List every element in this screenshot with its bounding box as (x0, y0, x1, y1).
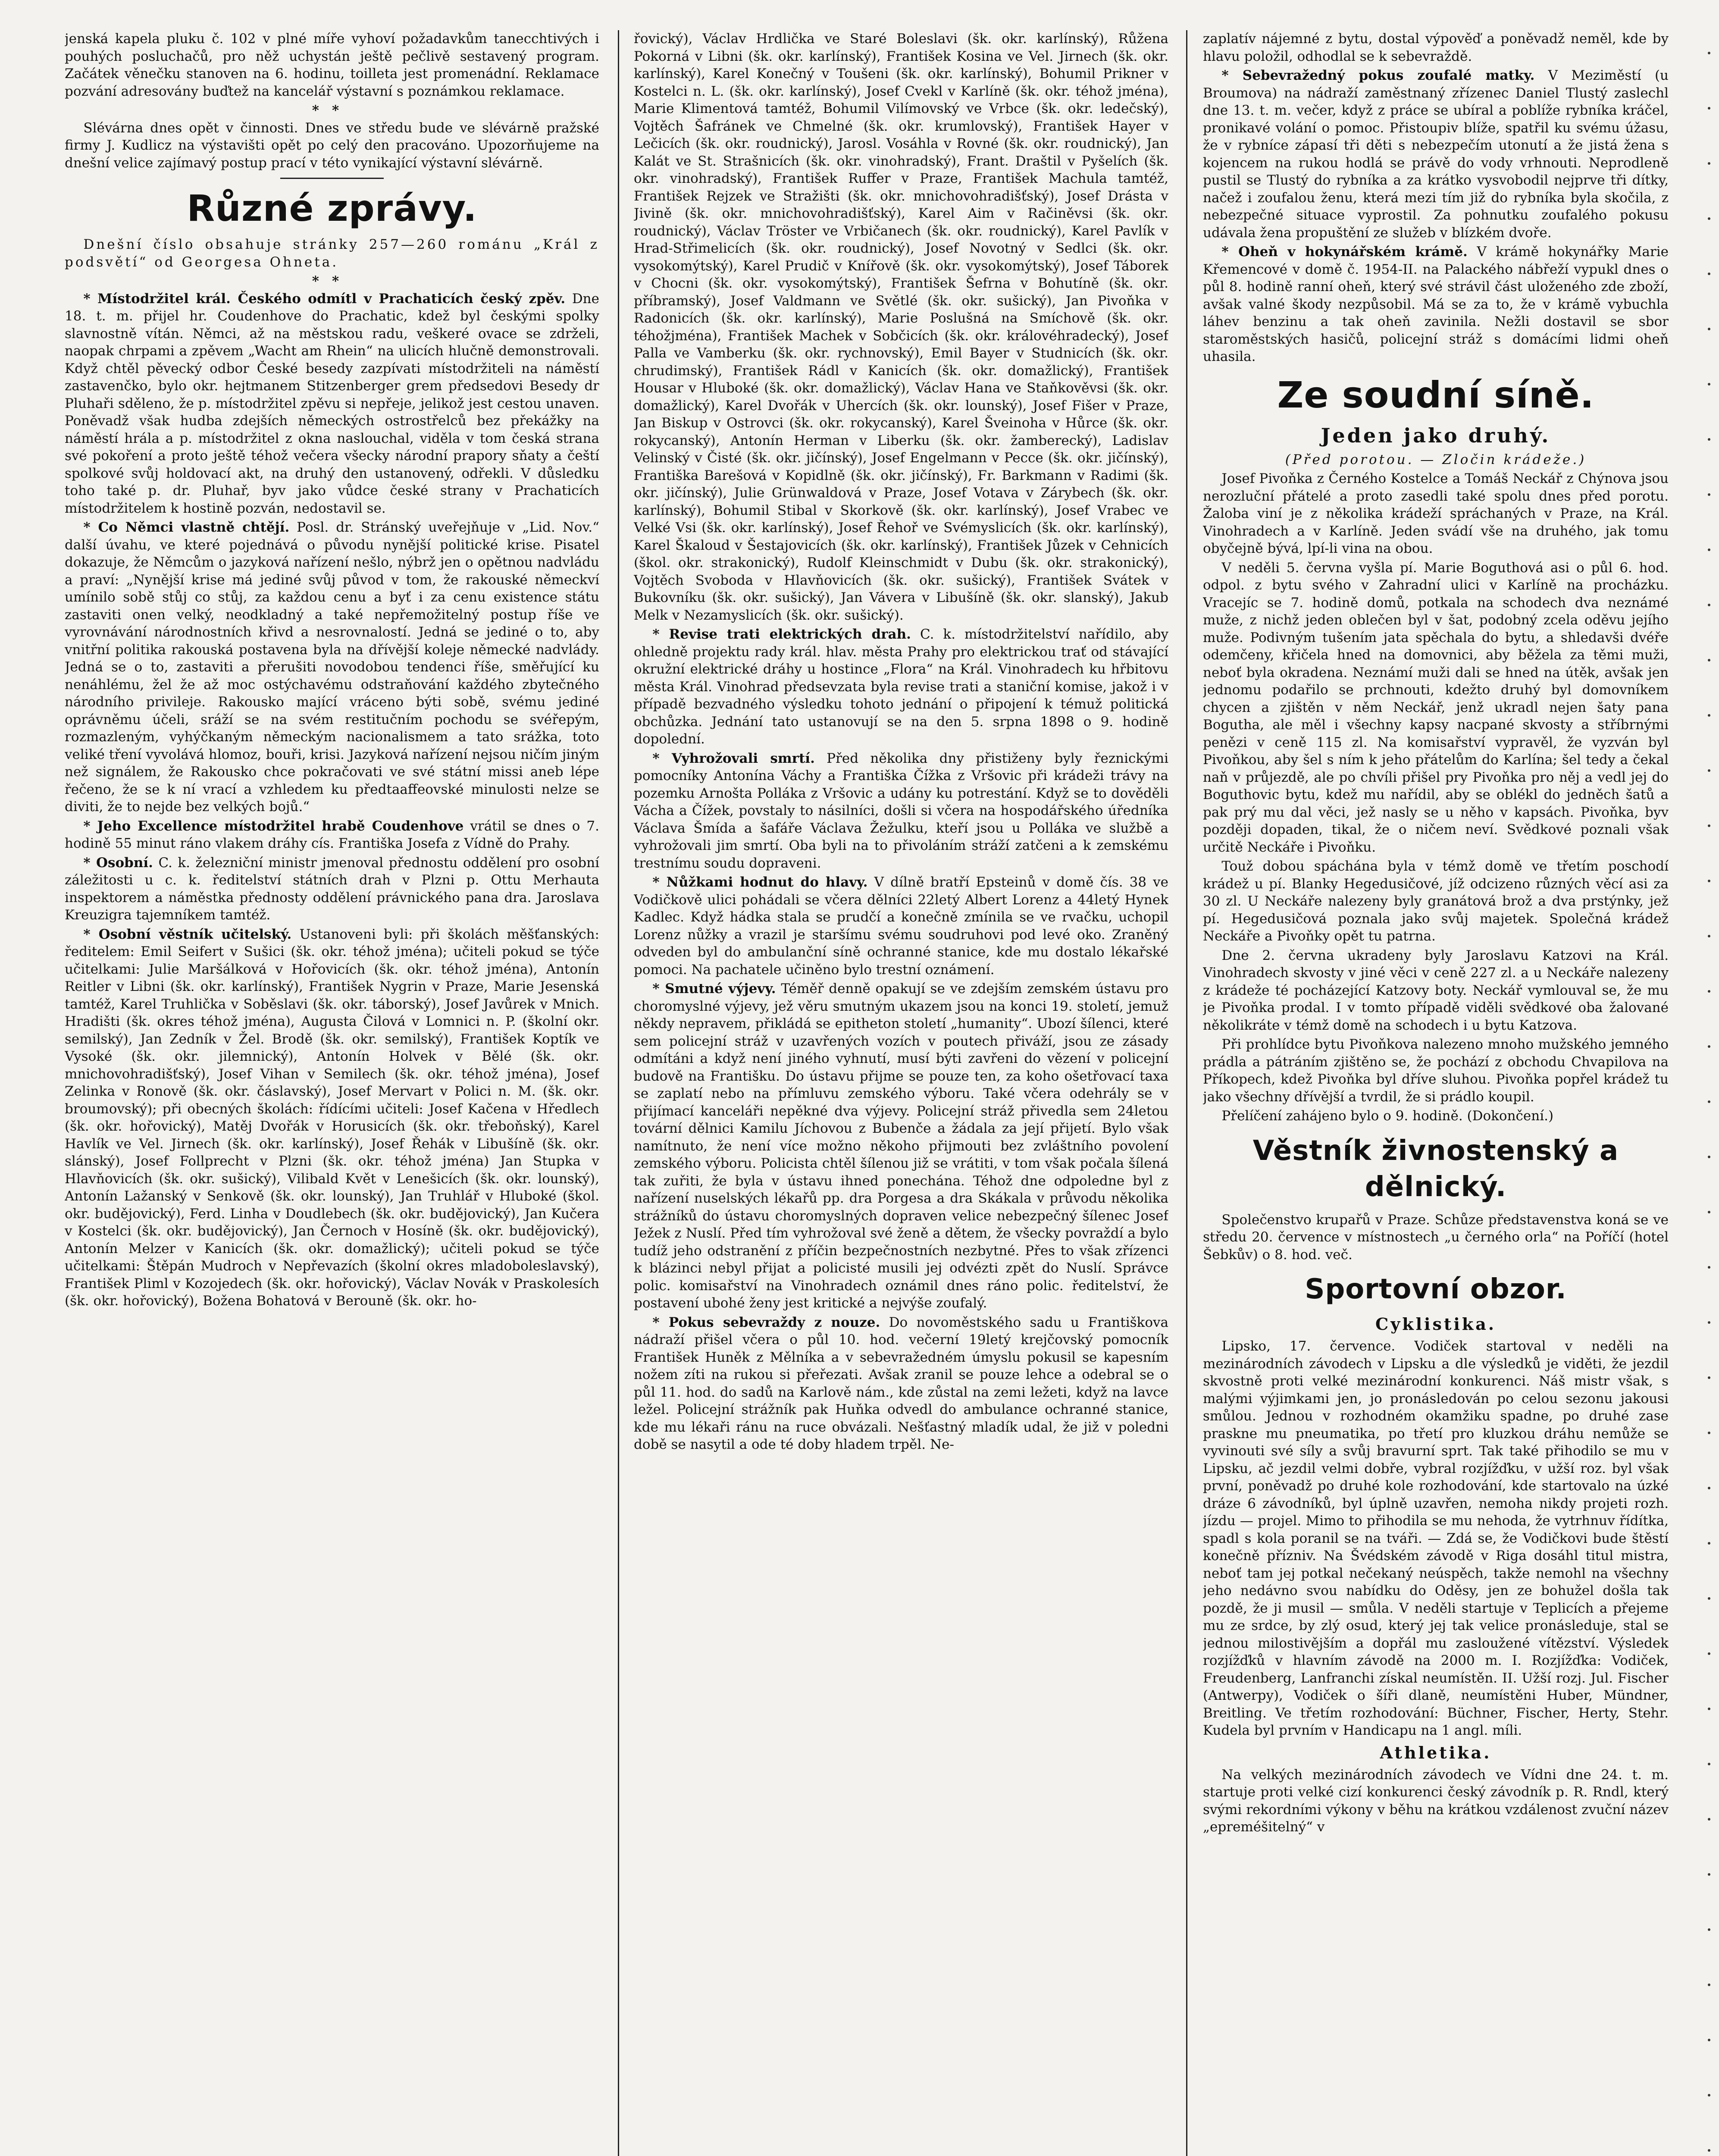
article-osobni (65, 854, 599, 924)
margin-dot (1708, 107, 1710, 110)
margin-dot (1708, 493, 1710, 496)
margin-dot (1708, 1708, 1710, 1710)
column-divider (618, 30, 619, 2156)
article-headline: * Osobní věstník učitelský. (83, 926, 292, 942)
newspaper-page (65, 30, 1669, 2156)
margin-dot (1708, 990, 1710, 993)
margin-dot (1708, 52, 1710, 54)
section-title-sportovni-obzor: Sportovní obzor. (1305, 1273, 1567, 1305)
margin-dot (1708, 273, 1710, 275)
article-body: vrátil se dnes o 7. hodině 55 minut ráno vlakem dráhy cís. Františka Josefa z Vídně do Prahy. (65, 818, 599, 851)
article-vestnik-ucitelsky (65, 926, 599, 1310)
article-headline: * Co Němci vlastně chtějí. (83, 520, 290, 535)
margin-dot (1708, 714, 1710, 717)
margin-dot (1708, 604, 1710, 606)
separator-stars: ** (312, 103, 352, 118)
article-headline: * Vyhrožovali smrtí. (652, 750, 815, 766)
column-left (65, 30, 599, 2156)
margin-dot (1708, 1156, 1710, 1158)
margin-dot (1708, 659, 1710, 661)
article-headline: * Smutné výjevy. (652, 981, 776, 997)
article-continuation: jenská kapela pluku č. 102 v plné míře vyhoví požadavkům tanecchtivých i pouhých posluchačů, pro něž uchystán ještě pečlivě sestavený program. Začátek věnečku stanoven na 6. hodinu, toilleta jest promenádní. Reklamace pozvání adresovány buďtež na kancelář výstavní s poznámkou reklamace. (65, 31, 599, 99)
margin-dot (1708, 2039, 1710, 2041)
article-body: V Meziměstí (u Broumova) na nádraží zaměstnaný zřízenec Daniel Tlustý zaslechl dne 13. t. m. večer, když z práce se ubíral a poblíže rybníka kráčel, pronikavé volání o pomoc. Přistoupiv blíže, spatřil ku svému úžasu, že v rybníce zápasí tři děti s nebezpečím utonutí a že jistá žena s kojencem na rukou hodlá se právě do vody vrhnouti. Neprodleně pustil se Tlustý do rybníka a za krátko vysvobodil nejprve tři dítky, načež i zoufalou ženu, která mezi tím již do rybníka byla skočila, z nebezpečné situace vyprostil. Za pohnutku zoufalého pokusu udávala žena propuštění ze služeb v blízkém dvoře. (1203, 68, 1669, 241)
article-headline: * Osobní. (83, 855, 153, 871)
margin-dot (1708, 1432, 1710, 1434)
article-vyhrozovali (634, 750, 1168, 872)
article-body: Před několika dny přistiženy byly řeznickými pomocníky Antonína Váchy a Františka Čížka z Vršovic při krádeži trávy na pozemku Arnošta Polláka z Vršovic a udány ku potrestání. Když se to dověděli Vácha a Čížek, povstaly to násilníci, došli si včera na hospodářského úředníka Václava Šmída a šafáře Václava Žežulku, kteří jsou u Polláka ve službě a vyhrožovali jim smrtí. Oba byli na to přivoláním stráží zatčeni a k zemskému trestnímu soudu dopraveni. (634, 750, 1168, 871)
article-body: C. k. místodržitelství nařídilo, aby ohledně projektu rady král. hlav. města Prahy pro elektrickou trať od stávající okružní elektrické dráhy u hostince „Flora“ na Král. Vinohradech ku hřbitovu města Král. Vinohrad předsevzata byla revise trati a staniční komise, jakož i v případě bezvadného výsledku tohoto jednání o připojení k témuž politická obchůzka. Jednání tato ustanovují se na den 5. srpna 1898 o 9. hodině dopolední. (634, 627, 1168, 747)
article-headline: * Místodržitel král. Českého odmítl v Prachaticích český zpěv. (83, 291, 566, 307)
article-continuation: řovický), Václav Hrdlička ve Staré Boleslavi (šk. okr. karlínský), Růžena Pokorná v Libni (šk. okr. karlínský), František Kosina ve Vel. Jirnech (šk. okr. karlínský), Karel Konečný v Toušeni (šk. okr. karlínský), Bohumil Prikner v Kostelci n. L. (šk. okr. karlínský), Josef Cvekl v Karlíně (šk. okr. téhož jména), Marie Klimentová tamtéž, Bohumil Vilímovský ve Vrbce (šk. okr. ledečský), Vojtěch Šafránek ve Chmelné (šk. okr. krumlovský), František Hayer v Lečicích (šk. okr. roudnický), Jarosl. Vosáhla v Rovné (šk. okr. roudnický), Jan Kalát ve St. Strašnicích (šk. okr. vinohradský), Frant. Draštil v Pyšelích (šk. okr. vinohradský), František Ruffer v Praze, František Machula tamtéž, František Rejzek ve Stražišti (šk. okr. mnichovohradišťský), Josef Drásta v Jivině (šk. okr. mnichovohradišťský), Karel Aim v Račiněvsi (šk. okr. roudnický), Václav Tröster ve Vrbičanech (šk. okr. roudnický), Karel Pavlík v Hrad-Střimelicích (šk. okr. roudnický), Josef Novotný v Sedlci (šk. okr. vysokomýtský), Karel Prudič v Knířově (šk. okr. vysokomýtský), Josef Táborek v Chocni (šk. okr. vysokomýtský), František Šefrna v Bohutíně (šk. okr. příbramský), Josef Valdmann ve Světlé (šk. okr. sušický), Jan Pivoňka v Radonicích (šk. okr. karlínský), Marie Poslušná na Smíchově (šk. okr. téhožjména), František Machek v Sobčicích (šk. okr. královéhradecký), Josef Palla ve Vamberku (šk. okr. rychnovský), Emil Bayer v Studnicích (šk. okr. chrudimský), František Rádl v Kanicích (šk. okr. domažlický), František Housar v Hluboké (šk. okr. domažlický), Václav Hana ve Staňkověvsi (šk. okr. domažlický), Karel Dvořák v Uhercích (šk. okr. lounský), Josef Fišer v Praze, Jan Biskup v Ostrovci (šk. okr. rokycanský), Karel Šveinoha v Hůrce (šk. okr. rokycanský), Antonín Herman v Liberku (šk. okr. žamberecký), Ladislav Velinský v Čisté (šk. okr. jičínský), Josef Engelmann v Pecce (šk. okr. jičínský), Františka Barešová v Kopidlně (šk. okr. jičínský), Fr. Barkmann v Radimi (šk. okr. jičínský), Julie Grünwaldová v Praze, Josef Votava v Zárybech (šk. okr. karlínský), Bohumil Stibal v Skorkově (šk. okr. karlínský), Josef Vrabec ve Velké Vsi (šk. okr. karlínský), Josef Řehoř ve Svémyslicích (šk. okr. karlínský), Karel Škaloud v Šestajovicích (šk. okr. karlínský), František Jůzek v Cehnicích (škol. okr. strakonický), Rudolf Kleinschmidt v Dubu (šk. okr. strakonický), Vojtěch Svoboda v Hlavňovicích (šk. okr. sušický), František Svátek v Bukovníku (šk. okr. sušický), Jan Vávera v Libušíně (šk. okr. slanský), Jakub Melk v Nezamyslicích (šk. okr. sušický). (634, 31, 1168, 623)
article-nuzkami (634, 874, 1168, 978)
margin-dot (1708, 1873, 1710, 1876)
section-title-soudni-sin: Ze soudní síně. (1277, 373, 1594, 416)
article-slevarna: Slévárna dnes opět v činnosti. Dnes ve středu bude ve slévárně pražské firmy J. Kudlicz na výstavišti opět po celý den pracováno. Upozorňujeme na dnešní velice zajímavý postup prací v této vynikající výstavní slévárně. (65, 120, 599, 171)
subsection-title: Jeden jako druhý. (1321, 423, 1551, 447)
article-body: C. k. železniční ministr jmenoval přednostu oddělení pro osobní záležitosti u c. k. ředitelství státních drah v Plzni p. Ottu Merhauta inspektorem a náměstka přednosty oddělení právnického pana dra. Jaroslava Kreuzigra tajemníkem tamtéž. (65, 855, 599, 923)
article-headline: * Nůžkami hodnut do hlavy. (652, 874, 868, 890)
margin-dot (1708, 1487, 1710, 1489)
subsection-note: (Před porotou. — Zločin krádeže.) (1285, 451, 1587, 467)
article-headline: * Revise trati elektrických drah. (652, 627, 911, 642)
court-paragraph: Přelíčení zahájeno bylo o 9. hodině. (Dokončení.) (1221, 1108, 1554, 1124)
article-co-nemci (65, 519, 599, 816)
margin-dot (1708, 1984, 1710, 1986)
article-zoufala-matka (1203, 67, 1669, 241)
margin-dot (1708, 824, 1710, 827)
article-body: Do novoměstského sadu u Františkova nádraží přišel včera o půl 10. hod. večerní 19letý krejčovský pomocník František Huněk z Mělníka a v sebevražedném úmyslu pokusil se kapesním nožem zíti na rukou si přeřezati. Avšak zranil se pouze lehce a odebral se o půl 11. hod. do sadů na Karlově nám., kde zůstal na zemi ležeti, když na lavce ležel. Policejní strážník pak Huňka odvedl do ambulance ochranné stanice, kde mu lékaři ránu na ruce obvázali. Nešťastný mladík udal, že již v poledni době se nasytil a ode té doby hladem trpěl. Ne- (634, 1314, 1168, 1452)
separator-stars: ** (312, 273, 352, 289)
article-body: Posl. dr. Stránský uveřejňuje v „Lid. Nov.“ další úvahu, ve které pojednává o původu nynější politické krise. Pisatel dokazuje, že Němcům o jazyková nařízení nešlo, nýbrž jen o opětnou nadvládu a praví: „Nynější krise má jediné svůj původ v tom, že rakouské německví umínilo sobě stůj co stůj, za každou cenu a byť i za cenu existence státu zastaviti onen velký, neodkladný a také nepřemožitelný postup říše ve vyrovnávání národnostních křivd a nesrovnalostí. Jedná se jediné o to, aby vnitřní politika rakouská postavena byla na dřívější koleje německé nadvlády. Jedná se o to, zastaviti a přerušiti novodobou tendenci říše, směřující ku nenáhlému, žel že až moc ostýchavému odstraňování každého zbytečného národního privileje. Rakousko mající vráceno býti sobě, svému jediné oprávněmu účeli, sráží se na svém restitučním pochodu se svéřepým, rozmazleným, vyhýčkaným německým nacionalismem a tato srážka, toto veliké tření vyvolává hlomoz, bouři, krisi. Jazyková nařízení nejsou ničím jiným než signálem, že Rakousko chce pokračovati ve své státní missi aneb lépe řečeno, že se k ní vrací a vzhledem ku předtaaffeovské minulosti nelze se diviti, že to nejde bez velkých bojů.“ (65, 520, 599, 815)
margin-dot (1708, 1763, 1710, 1765)
article-smutne-vyjevy (634, 980, 1168, 1312)
article-revise-trati (634, 626, 1168, 748)
margin-dot (1708, 548, 1710, 551)
margin-dot (1708, 1818, 1710, 1821)
article-mistodrzitel (65, 290, 599, 517)
novel-notice: Dnešní číslo obsahuje stránky 257—260 románu „Král z podsvětí“ od Georgesa Ohneta. (65, 237, 599, 270)
margin-dot (1708, 880, 1710, 882)
margin-dot (1708, 1597, 1710, 1600)
margin-dot (1708, 217, 1710, 220)
article-headline: * Jeho Excellence místodržitel hrabě Coudenhove (83, 818, 464, 834)
article-body: V dílně bratří Epsteinů v domě čís. 38 ve Vodičkově ulici pohádali se včera dělníci 22letý Albert Lorenz a 44letý Hynek Kadlec. Když hádka stala se prudčí a konečně zmínila se ve rvačku, uchopil Lorenz nůžky a vrazil je staršímu svému soudruhovi pod levé oko. Zraněný odveden byl do ambulanční síně ochranné stanice, kde mu dostalo lékařské pomoci. Na pachatele učiněno bylo trestní oznámení. (634, 874, 1168, 978)
article-headline: * Sebevražedný pokus zoufalé matky. (1221, 68, 1535, 83)
margin-dot (1708, 383, 1710, 385)
section-title-ruzne-zpravy: Různé zprávy. (187, 187, 477, 229)
vestnik-paragraph: Společenstvo krupařů v Praze. Schůze představenstva koná se ve středu 20. července v místnostech „u černého orla“ na Poříčí (hotel Šebkův) o 8. hod. več. (1203, 1212, 1669, 1263)
article-body: V krámě hokynářky Marie Křemencové v domě č. 1954-II. na Palackého nábřeží vypukl dnes o půl 8. hodině ranní oheň, který své strávil část uloženého zde zboží, avšak valné škody nezpůsobil. Má se za to, že v krámě vybuchla láhev benzinu a tak oheň zavinila. Nežli dostavil se sbor staroměstských hasičů, policejní stráž s domácími lidmi oheň uhasila. (1203, 244, 1669, 364)
margin-dot (1708, 769, 1710, 772)
separator-rule (280, 178, 384, 179)
article-coudenhove (65, 818, 599, 852)
court-paragraph: Při prohlídce bytu Pivoňkova nalezeno mnoho mužského jemného prádla a pátráním zjištěno se, že pochází z obchodu Chvapilova na Příkopech, kdež Pivoňka byl dříve sluhou. Pivoňka popřel krádež tu jako všechny dřívější a tvrdil, že si prádlo koupil. (1203, 1037, 1669, 1105)
margin-dot (1708, 328, 1710, 330)
sport-paragraph: Na velkých mezinárodních závodech ve Vídni dne 24. t. m. startuje proti velké cizí konkurenci český závodník p. R. Rndl, který svými rekordními výkony v běhu na krátkou vzdálenost zvuční název „epreméšitelný“ v (1203, 1767, 1669, 1835)
margin-dot (1708, 162, 1710, 165)
margin-dot (1708, 1321, 1710, 1324)
article-headline: * Oheň v hokynářském krámě. (1221, 244, 1468, 260)
subsection-athletika: Athletika. (1380, 1742, 1492, 1762)
margin-dot (1708, 1045, 1710, 1048)
margin-binding-dots (1707, 0, 1710, 2156)
column-middle (634, 30, 1168, 2156)
article-headline: * Pokus sebevraždy z nouze. (652, 1314, 880, 1330)
margin-dot (1708, 1652, 1710, 1655)
subsection-cyklistika: Cyklistika. (1375, 1314, 1497, 1334)
article-body: Ustanoveni byli: při školách měšťanských: ředitelem: Emil Seifert v Sušici (šk. okr. téhož jména); učiteli pokud se týče učitelkami: Julie Maršálková v Hořovicích (šk. okr. téhož jména), Antonín Reitler v Libni (šk. okr. karlínský), František Nygrin v Praze, Marie Jesenská tamtéž, Karel Truhlička v Soběslavi (šk. okr. táborský), Josef Javůrek v Mnich. Hradišti (šk. okres téhož jména), Augusta Čilová v Lomnici n. P. (školní okr. semilský), Jan Zedník v Žel. Brodě (šk. okr. semilský), František Koptík ve Vysoké (šk. okr. jilemnický), Antonín Holvek v Bělé (šk. okr. mnichovohradišťský), Josef Vihan v Semilech (šk. okr. téhož jména), Josef Zelinka v Ronově (šk. okr. čáslavský), Josef Mervart v Polici n. M. (šk. okr. broumovský); při obecných školách: řídícími učiteli: Josef Kačena v Hředlech (šk. okr. hořovický), Matěj Dvořák v Horusicích (šk. okr. třeboňský), Karel Havlík ve Vel. Jirnech (šk. okr. karlínský), Josef Řehák v Libušíně (šk. okr. slánský), Josef Follprecht v Plzni (šk. okr. téhož jména) Jan Stupka v Hlavňovicích (šk. okr. sušický), Vilibald Květ v Lenešicích (šk. okr. lounský), Antonín Lažanský v Senkově (šk. okr. lounský), Jan Truhlář v Hluboké (škol. okr. budějovický), Ferd. Linha v Doudlebech (šk. okr. budějovický), Jan Kučera v Kostelci (šk. okr. budějovický), Jan Černoch v Hosíně (šk. okr. budějovický), Antonín Melzer v Kanicích (šk. okr. domažlický); učiteli pokud se týče učitelkami: Štěpán Mudroch v Nepřevazích (školní okres mladoboleslavský), František Pliml v Kozojedech (šk. okr. hořovický), Václav Novák v Praskolesích (šk. okr. hořovický), Božena Bohatová v Berouně (šk. okr. ho- (65, 926, 599, 1309)
court-paragraph: Dne 2. června ukradeny byly Jaroslavu Katzovi na Král. Vinohradech skvosty v jiné věci v ceně 227 zl. a u Neckáře nalezeny z krádeže té pocházející Katzovy boty. Neckář vymlouval se, že mu je Pivoňka prodal. I v tomto případě viděli svědkové oba žalované několikráte v témž domě na schodech i u bytu Katzova. (1203, 947, 1669, 1033)
margin-dot (1708, 1376, 1710, 1379)
court-paragraph: V neděli 5. června vyšla pí. Marie Boguthová asi o půl 6. hod. odpol. z bytu svého v Zahradní ulici v Karlíně na procházku. Vracejíc se 7. hodině domů, potkala na schodech dva neznámé muže, z nichž jeden oblečen byl v šat, podobný zcela oděvu jejího muže. Podivným tušením jata spěchala do bytu, a shledavši dvéře odemčeny, křičela hned na domovnici, aby běžela za těmi muži, neboť byla okradena. Neznámí muži dali se hned na útěk, avšak jen jednomu podařilo se prchnouti, kdežto druhý byl domovníkem chycen a zjištěn v něm Neckář, jenž ukradl nejen šaty pana Boguthа, ale měl i všechny kapsy nacpané skvosty a stříbrnými penězi v ceně 115 zl. Na komisařství vypravěl, že vyzván byl Pivoňkou, aby šel s ním k jeho přátelům do Karlína; šel tedy a čekal naň v průjezdě, ale po chvíli přišel pry Pivoňka pro něj a vedl jej do Boguthovic bytu, kdež mu nařídil, aby se oblékl do jedněch šatů a pak prý mu dal věci, jež nasly se u něho v kapsách. Pivoňka, byv později dopaden, tikal, že o ničem neví. Svědkové poznali však určitě Neckáře i Pivoňku. (1203, 560, 1669, 855)
article-body: Téměř denně opakují se ve zdejším zemském ústavu pro choromyslné výjevy, jež věru smutným ukazem jsou na konci 19. století, jemuž někdy nepravem, přikládá se epitheton století „humanity“. Ubozí šílenci, které sem policejní stráž v uzavřených vozích v poutech přiváží, jsou ze zásady odmítáni a když není jiného vyhnutí, musí býti zavřeni do vězení v policejní budově na Františku. Do ústavu přijme se pouze ten, za koho ošetřovací taxa se zaplatí nebo na přímluvu zemského výboru. Také včera odehrály se v přijímací kanceláři nepěkné dva výjevy. Policejní stráž přivedla sem 24letou tovární dělnici Kamilu Jíchovou z Bubenče a žádala za její přijetí. Bylo však namítnuto, že není více možno někoho přijmouti bez zvláštního povolení zemského výboru. Policista chtěl šílenou již se vrátiti, v tom však počala šílená tak zuřiti, že byla v ústavu ihned ponechána. Téhož dne odpoledne byl z nařízení nuselských lékařů pp. dra Porgesa a dra Skákala v průvodu několika strážníků do ústavu choromyslných dopraven velice nebezpečný šílenec Josef Ježek z Nuslí. Před tím vyhrožoval své ženě a dětem, že všecky povraždí a bylo tudíž jeho odstranění z příčin bezpečnostních nezbytné. Přes to však zřízenci k blázinci nebyl přijat a policisté musili jej odvézti zpět do Nuslí. Správce polic. komisařství na Vinohradech oznámil dnes ráno polic. ředitelství, že postavení ubohé ženy jest kritické a nejvýše zoufalý. (634, 981, 1168, 1311)
article-ohen (1203, 243, 1669, 366)
article-body: Dne 18. t. m. přijel hr. Coudenhove do Prachatic, kdež byl českými spolky slavnostně vítán. Němci, až na městskou radu, veškeré ovace se zdrželi, naopak chrpami a zpěvem „Wacht am Rhein“ na ulicích hlučně demonstrovali. Když chtěl pěvecký odbor České besedy zazpívati místodržiteli na náměstí zastavenčko, bylo okr. hejtmanem Stitzenberger grem předsedovi Besedy dr Pluhaři sděleno, že p. místodržitel zpěvu si nepřeje, jelikož jest cestou unaven. Poněvadž však hudba zdejších německých ostrostřelců bez překážky na náměstí hrála a p. místodržitel z okna naslouchal, viděla v tom česká strana své pokoření a proto ještě téhož večera všecky národní prapory sňaty a čeští spolkové svůj holdovací akt, na druhý den ustanovený, odřekli. V důsledku toho také p. dr. Pluhař, byv jako vůdce české strany v Prachaticích místodržitelem k hostině pozván, nedostavil se. (65, 291, 599, 516)
margin-dot (1708, 1100, 1710, 1103)
margin-dot (1708, 1211, 1710, 1213)
margin-dot (1708, 1928, 1710, 1931)
margin-dot (1708, 2094, 1710, 2096)
section-title-vestnik: Věstník živnostenský a dělnický. (1252, 1134, 1619, 1203)
margin-dot (1708, 1542, 1710, 1545)
article-pokus-sebevrazdy (634, 1314, 1168, 1454)
margin-dot (1708, 1266, 1710, 1269)
margin-dot (1708, 438, 1710, 441)
sport-paragraph: Lipsko, 17. července. Vodiček startoval v neděli na mezinárodních závodech v Lipsku a dle výsledků je viděti, že jezdil skvostně proti velké mezinárodní konkurenci. Náš mistr však, s malými výjimkami jen, jo pronásledován po celou sezonu jakousi smůlou. Jednou v rozhodném okamžiku spadne, po druhé zase praskne mu pneumatika, po třetí pro kluzkou dráhu nemůže se vyvinouti své síly a svůj bravurní sprt. Tak také přihodilo se mu v Lipsku, ač jezdil velmi dobře, vybral rozjížďku, v užší roz. byl však první, poněvadž po druhé kole rozhodování, kde startovalo na úzké dráze 6 závodníků, byl úplně uzavřen, nemoha nikdy projeti rozh. jízdu — projel. Mimo to přihodila se mu nehoda, že vytrhnuv řídítka, spadl s kola poranil se na tváři. — Zdá se, že Vodičkovi bude štěstí konečně přízniv. Na Švédském závodě v Riga dosáhl titul mistra, neboť tam jej potkal nečekaný neúspěch, takže nemohl na všechny jeho nedávno svou nabídku do Oděsy, jen ze bohužel došla tak pozdě, že ji musil — smůla. V neděli startuje v Teplicích a přejeme mu ze srdce, by zlý osud, který jej tak velice pronásleduje, stal se jednou milostivějším a dopřál mu zasloužené vítězství. Výsledek rozjížďků v hlavním závodě na 2000 m. I. Rozjížďka: Vodiček, Freudenberg, Lanfranchi získal neumístěn. II. Užší rozj. Jul. Fischer (Antwerpy), Vodiček o šíři dlaně, neumístěni Huber, Mündner, Breitling. Ve třetím rozhodování: Büchner, Fischer, Herty, Stehr. Kudela byl prvním v Handicapu na 1 angl. míli. (1203, 1338, 1669, 1738)
article-continuation: zaplatív nájemné z bytu, dostal výpověď a poněvadž neměl, kde by hlavu položil, odhodlal se k sebevraždě. (1203, 31, 1669, 64)
margin-dot (1708, 935, 1710, 937)
margin-dot (1708, 2149, 1710, 2152)
court-paragraph: Josef Pivoňka z Černého Kostelce a Tomáš Neckář z Chýnova jsou nerozluční přátelé a proto zasedli také spolu dnes před porotu. Žaloba viní je z několika krádeží spráchaných v Praze, na Král. Vinohradech a v Karlíně. Jeden svádí vše na druhého, jak tomu obyčejně bývá, lpí-li vina na obou. (1203, 471, 1669, 556)
column-divider (1186, 30, 1187, 2156)
court-paragraph: Touž dobou spáchána byla v témž domě ve třetím poschodí krádež u pí. Blanky Hegedusičové, jíž odcizeno různých věcí asi za 30 zl. U Neckáře nalezeny byly granátová brož a dva prstýnky, jež pí. Hegedusičová poznala jako svůj majetek. Společná krádež Neckáře a Pivoňky opět tu patrna. (1203, 859, 1669, 944)
column-right (1203, 30, 1669, 2156)
